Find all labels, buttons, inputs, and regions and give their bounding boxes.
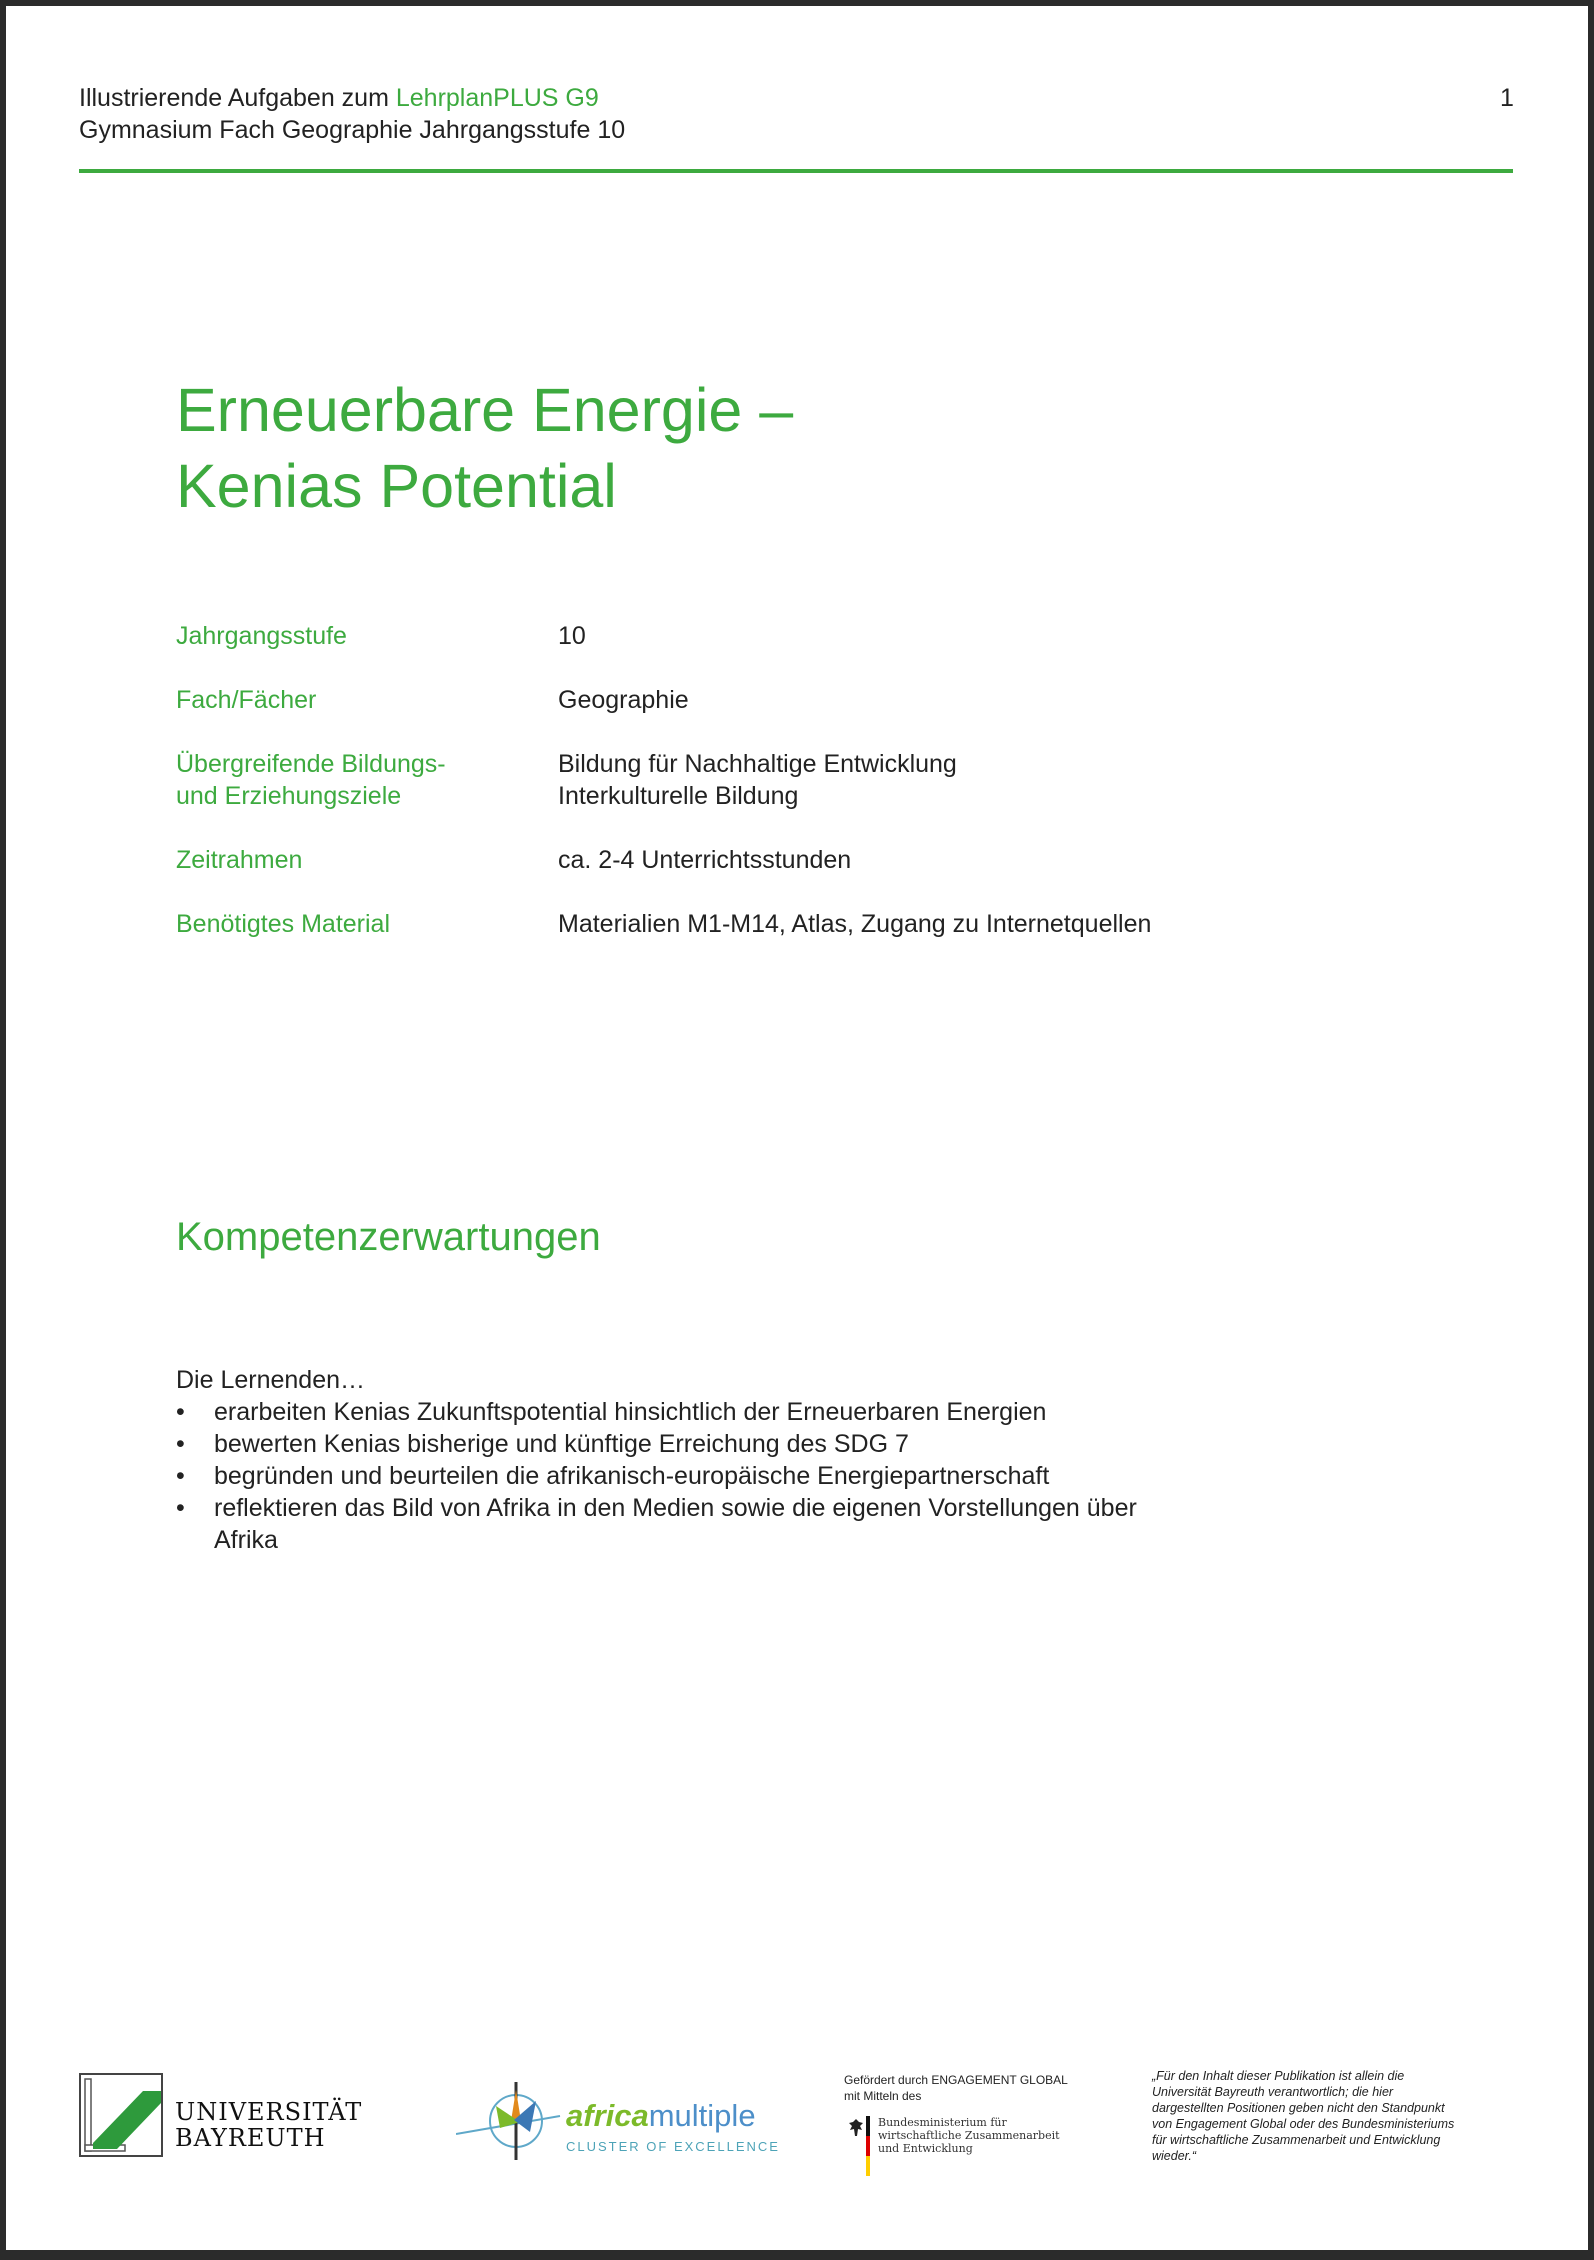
disclaimer-line: Universität Bayreuth verantwortlich; die hier bbox=[1152, 2085, 1394, 2099]
meta-value: 10 bbox=[558, 622, 586, 650]
list-item bbox=[176, 1492, 1276, 1556]
header-divider bbox=[79, 169, 1513, 173]
section-heading-competences: Kompetenzerwartungen bbox=[176, 1215, 601, 1259]
university-logo-icon bbox=[79, 2073, 163, 2157]
meta-label: Zeitrahmen bbox=[176, 846, 303, 874]
ministry-name-line: Bundesministerium für bbox=[878, 2116, 1007, 2129]
meta-label: Übergreifende Bildungs- bbox=[176, 750, 446, 778]
competences-intro: Die Lernenden… bbox=[176, 1366, 366, 1394]
ministry-name bbox=[878, 2116, 1060, 2155]
university-name bbox=[175, 2099, 362, 2151]
german-flag-icon bbox=[866, 2116, 870, 2176]
bullet-icon: • bbox=[176, 1494, 185, 1522]
meta-value: Bildung für Nachhaltige Entwicklung bbox=[558, 750, 957, 778]
header-subject-line: Gymnasium Fach Geographie Jahrgangsstufe 10 bbox=[79, 116, 626, 144]
africamultiple-word-bold: africa bbox=[566, 2098, 649, 2133]
meta-value: Materialien M1-M14, Atlas, Zugang zu Internetquellen bbox=[558, 910, 1152, 938]
meta-value: Geographie bbox=[558, 686, 689, 714]
list-item-text: Afrika bbox=[214, 1526, 278, 1554]
university-name-line: BAYREUTH bbox=[175, 2124, 326, 2152]
document-page bbox=[6, 6, 1588, 2250]
competences-list bbox=[176, 1396, 1276, 1556]
list-item-text: erarbeiten Kenias Zukunftspotential hinsichtlich der Erneuerbaren Energien bbox=[214, 1398, 1047, 1426]
list-item-text: begründen und beurteilen die afrikanisch-europäische Energiepartnerschaft bbox=[214, 1462, 1050, 1490]
meta-label: Jahrgangsstufe bbox=[176, 622, 347, 650]
ministry-name-line: wirtschaftliche Zusammenarbeit bbox=[878, 2129, 1060, 2142]
university-name-line: UNIVERSITÄT bbox=[175, 2098, 363, 2126]
disclaimer-line: von Engagement Global oder des Bundesministeriums bbox=[1152, 2117, 1455, 2131]
bullet-icon: • bbox=[176, 1462, 185, 1490]
page-number: 1 bbox=[1500, 84, 1514, 112]
funder-notice bbox=[844, 2072, 1094, 2155]
funder-line: mit Mitteln des bbox=[844, 2089, 922, 2103]
disclaimer-text bbox=[1152, 2068, 1532, 2164]
africamultiple-word-light: multiple bbox=[648, 2098, 756, 2133]
africamultiple-wordmark bbox=[566, 2098, 756, 2134]
meta-label: und Erziehungsziele bbox=[176, 782, 402, 810]
footer-logos bbox=[6, 2056, 1588, 2206]
header-series-prefix: Illustrierende Aufgaben zum bbox=[79, 84, 396, 112]
meta-value: Interkulturelle Bildung bbox=[558, 782, 799, 810]
meta-label: Fach/Fächer bbox=[176, 686, 317, 714]
africamultiple-tagline: CLUSTER OF EXCELLENCE bbox=[566, 2139, 780, 2154]
disclaimer-line: für wirtschaftliche Zusammenarbeit und Entwicklung bbox=[1152, 2133, 1441, 2147]
title-line: Kenias Potential bbox=[176, 452, 617, 520]
page-title bbox=[176, 372, 793, 524]
list-item-text: reflektieren das Bild von Afrika in den Medien sowie die eigenen Vorstellungen über bbox=[214, 1494, 1137, 1522]
meta-value: ca. 2-4 Unterrichtsstunden bbox=[558, 846, 852, 874]
header-series-title bbox=[79, 84, 599, 113]
disclaimer-line: wieder.“ bbox=[1152, 2149, 1196, 2163]
africamultiple-logo bbox=[456, 2076, 780, 2166]
funder-line: Gefördert durch ENGAGEMENT GLOBAL bbox=[844, 2073, 1068, 2087]
list-item bbox=[176, 1428, 1276, 1460]
list-item bbox=[176, 1460, 1276, 1492]
meta-label: Benötigtes Material bbox=[176, 910, 391, 938]
ministry-name-line: und Entwicklung bbox=[878, 2142, 973, 2155]
list-item bbox=[176, 1396, 1276, 1428]
bullet-icon: • bbox=[176, 1430, 185, 1458]
bullet-icon: • bbox=[176, 1398, 185, 1426]
federal-eagle-icon bbox=[848, 2118, 864, 2138]
header-series-accent: LehrplanPLUS G9 bbox=[395, 84, 599, 112]
disclaimer-line: dargestellten Positionen geben nicht den Standpunkt bbox=[1152, 2101, 1445, 2115]
title-line: Erneuerbare Energie – bbox=[176, 376, 794, 444]
list-item-text: bewerten Kenias bisherige und künftige Erreichung des SDG 7 bbox=[214, 1430, 909, 1458]
disclaimer-line: „Für den Inhalt dieser Publikation ist allein die bbox=[1152, 2069, 1405, 2083]
compass-icon bbox=[456, 2076, 566, 2166]
university-bayreuth-logo bbox=[79, 2073, 363, 2162]
